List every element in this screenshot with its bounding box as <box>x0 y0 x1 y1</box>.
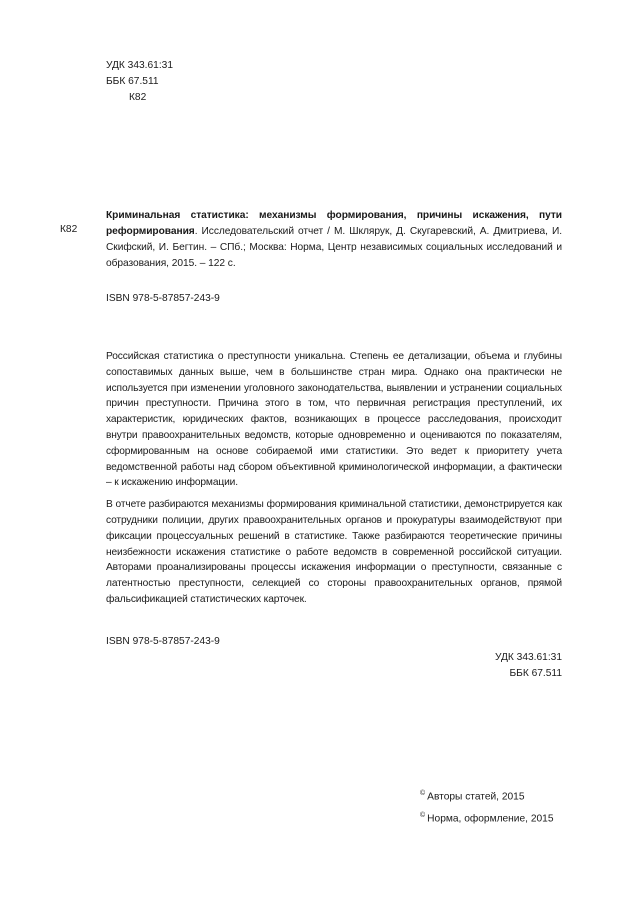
bibliographic-description <box>106 208 562 272</box>
book-title: Криминальная статистика: механизмы формирования, причины искажения, пути реформирования <box>106 210 562 237</box>
footer-udk-code: УДК 343.61:31 <box>495 652 562 663</box>
copyright-publisher-text: Норма, оформление, 2015 <box>427 813 554 825</box>
side-author-mark: К82 <box>60 224 78 235</box>
abstract-paragraph-2: В отчете разбираются механизмы формирования криминальной статистики, демонстрируется как сотрудники полиции, других правоохранительных органов и прокуратуры взаимодействуют при фиксации процессуальных решений в статистике. Также разбираются теоретические причины неизбежности искажения статистике о работе ведомств в современной российской ситуации. Авторами проанализированы процессы искажения информации о преступности, связанные с латентностью преступности, селекцией со стороны правоохранительных органов, прямой фальсификацией статистических карточек. <box>106 499 562 605</box>
copyright-authors-text: Авторы статей, 2015 <box>427 791 525 803</box>
copyright-line-authors <box>420 784 554 806</box>
isbn-top: ISBN 978-5-87857-243-9 <box>106 293 220 304</box>
book-details: . Исследовательский отчет / М. Шклярук, Д. Скугаревский, А. Дмитриева, И. Скифский, И. Бегтин. – СПб.; Москва: Норма, Центр независимых социальных исследований и образования, 2015. – 122 с. <box>106 226 562 269</box>
bbk-code: ББК 67.511 <box>106 76 159 87</box>
copyright-block <box>420 784 554 829</box>
isbn-bottom: ISBN 978-5-87857-243-9 <box>106 636 220 647</box>
abstract-paragraph-1: Российская статистика о преступности уникальна. Степень ее детализации, объема и глубины сопоставимых данных выше, чем в большинстве стран мира. Однако она практически не используется при изменении уголовного законодательства, выявлении и устранении социальных причин преступности. Причина этого в том, что первичная регистрация преступлений, их характеристик, юридических фактов, возникающих в процессе расследования, происходит внутри правоохранительных ведомств, которые одновременно и оцениваются по показателям, сформированным на основе собираемой ими статистики. Это ведет к приоритету учета ведомственной работы над сбором объективной криминологической информации, а фактически – к искажению информации. <box>106 351 562 489</box>
author-mark: К82 <box>129 92 147 103</box>
udk-code: УДК 343.61:31 <box>106 60 173 71</box>
copyright-symbol: © <box>420 790 426 797</box>
abstract <box>106 349 562 614</box>
classification-codes-footer <box>495 650 562 682</box>
classification-codes-header <box>106 58 173 106</box>
copyright-line-publisher <box>420 806 554 828</box>
copyright-symbol: © <box>420 812 426 820</box>
footer-bbk-code: ББК 67.511 <box>509 668 562 679</box>
